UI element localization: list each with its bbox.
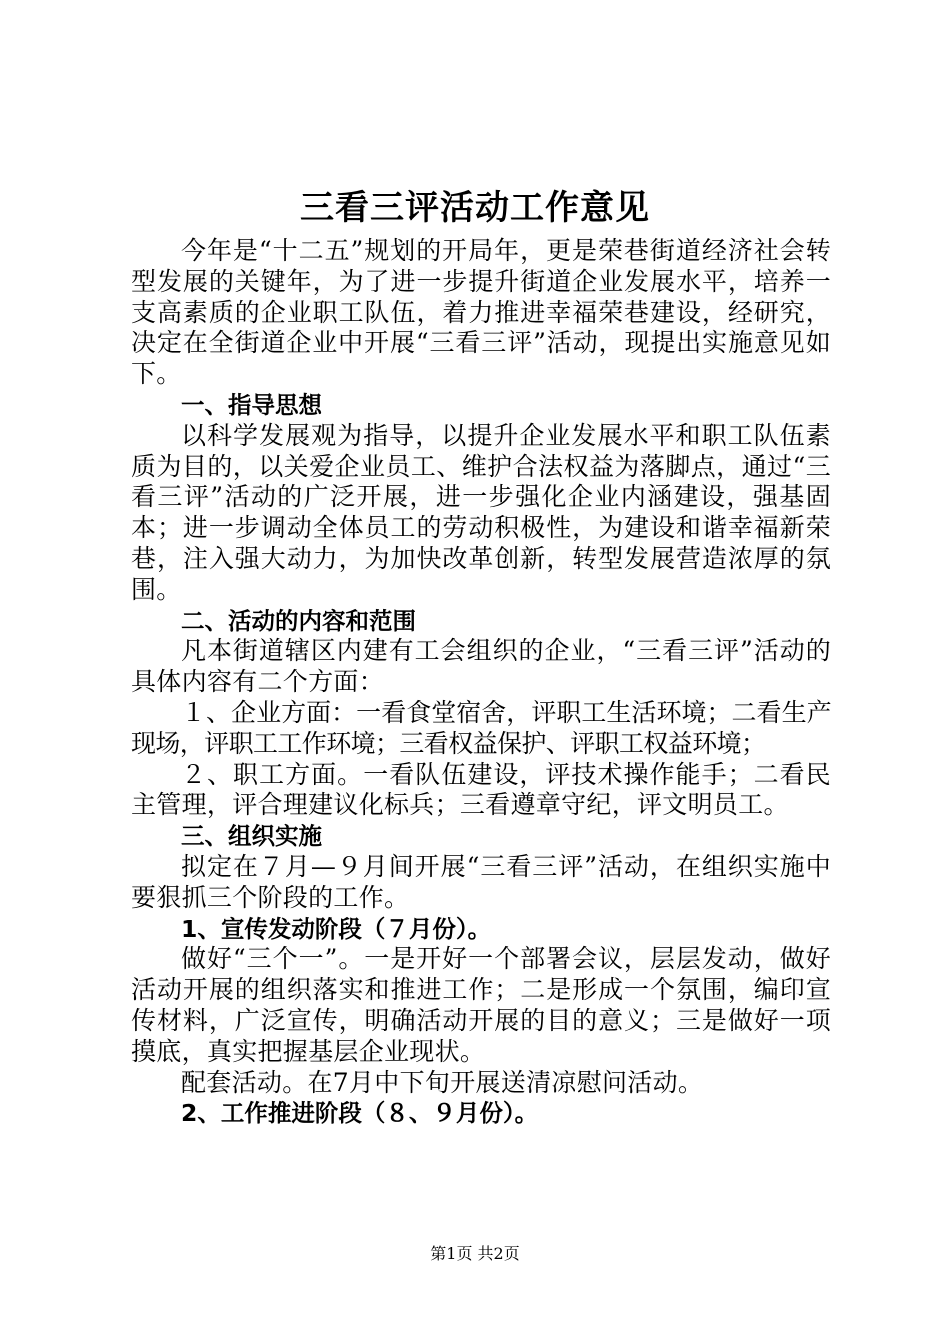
section-heading-implementation: 三、组织实施 [181, 822, 322, 851]
document-body [131, 236, 831, 1129]
publicity-stage-paragraph: 做好“三个一”。一是开好一个部署会议，层层发动，做好活动开展的组织落实和推进工作；二是形成一个氛围，编印宣传材料，广泛宣传，明确活动开展的目的意义；三是做好一项摸底，真实把握基层企业现状。 [131, 944, 831, 1066]
guiding-thought-paragraph: 以科学发展观为指导，以提升企业发展水平和职工队伍素质为目的，以关爱企业员工、维护合法权益为落脚点，通过“三看三评”活动的广泛开展，进一步强化企业内涵建设，强基固本；进一步调动全体员工的劳动积极性，为建设和谐幸福新荣巷，注入强大动力，为加快改革创新，转型发展营造浓厚的氛围。 [131, 420, 831, 604]
subheading-work-promotion-stage: 2、工作推进阶段（８、９月份）。 [181, 1099, 539, 1128]
supporting-activity-paragraph: 配套活动。在7月中下旬开展送清凉慰问活动。 [181, 1067, 704, 1097]
intro-paragraph: 今年是“十二五”规划的开局年，更是荣巷街道经济社会转型发展的关键年，为了进一步提升街道企业发展水平，培养一支高素质的企业职工队伍，着力推进幸福荣巷建设，经研究，决定在全街道企业中开展“三看三评”活动，现提出实施意见如下。 [131, 236, 831, 389]
employee-aspect-paragraph: ２、职工方面。一看队伍建设，评技术操作能手；二看民主管理，评合理建议化标兵；三看遵章守纪，评文明员工。 [131, 759, 831, 820]
subheading-publicity-stage: 1、宣传发动阶段（７月份）。 [181, 914, 492, 943]
implementation-paragraph: 拟定在７月—９月间开展“三看三评”活动，在组织实施中要狠抓三个阶段的工作。 [131, 851, 831, 912]
page-number-footer: 第1页 共2页 [430, 1244, 520, 1263]
document-title: 三看三评活动工作意见 [300, 188, 650, 228]
enterprise-aspect-paragraph: １、企业方面：一看食堂宿舍，评职工生活环境；二看生产现场，评职工工作环境；三看权益保护、评职工权益环境； [131, 697, 831, 758]
section-heading-guiding-thought: 一、指导思想 [181, 390, 322, 419]
section-heading-content-scope: 二、活动的内容和范围 [181, 606, 416, 635]
content-scope-paragraph: 凡本街道辖区内建有工会组织的企业，“三看三评”活动的具体内容有二个方面： [131, 636, 831, 697]
